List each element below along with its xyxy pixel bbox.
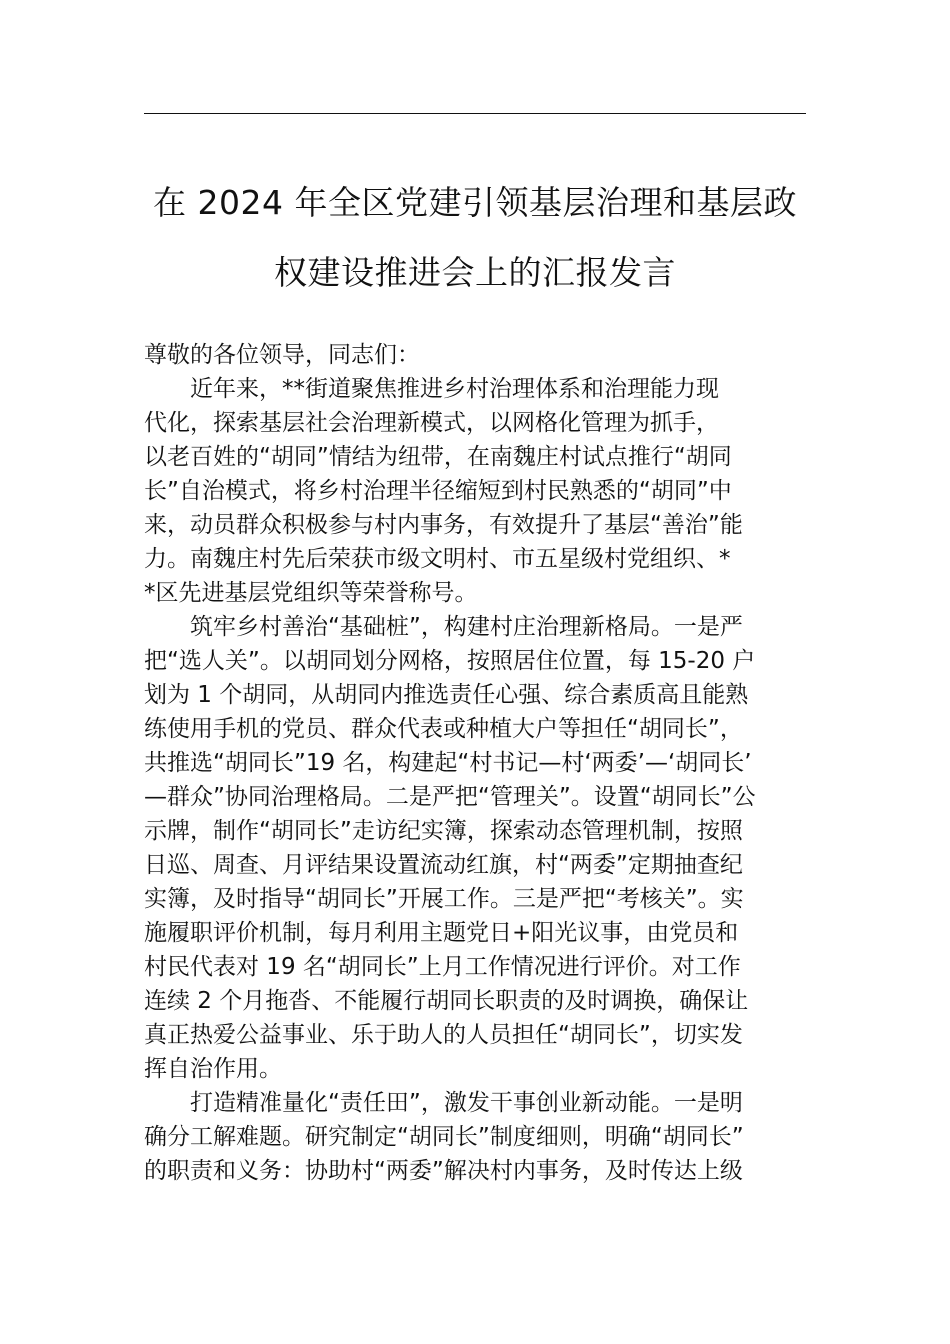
text-line: 共推选“胡同长”19 名，构建起“村书记—村‘两委’—‘胡同长’ [144,750,752,776]
document-title [144,168,806,308]
text-line: 村民代表对 19 名“胡同长”上月工作情况进行评价。对工作 [144,954,741,980]
text-line: 实簿，及时指导“胡同长”开展工作。三是严把“考核关”。实 [144,886,744,912]
greeting: 尊敬的各位领导，同志们： [144,342,420,368]
text-line: 挥自治作用。 [144,1056,282,1082]
text-line: 示牌，制作“胡同长”走访纪实簿，探索动态管理机制，按照 [144,818,743,844]
text-line: 把“选人关”。以胡同划分网格，按照居住位置，每 15-20 户 [144,648,756,674]
paragraph-intro [144,372,806,610]
text-line: 连续 2 个月拖沓、不能履行胡同长职责的及时调换，确保让 [144,988,749,1014]
text-line: 力。南魏庄村先后荣获市级文明村、市五星级村党组织、* [144,546,731,572]
header-rule [144,113,806,114]
text-line: 来，动员群众积极参与村内事务，有效提升了基层“善治”能 [144,512,743,538]
text-line: 长”自治模式，将乡村治理半径缩短到村民熟悉的“胡同”中 [144,478,732,504]
text-line: 施履职评价机制，每月利用主题党日+阳光议事，由党员和 [144,920,739,946]
text-line: 的职责和义务：协助村“两委”解决村内事务，及时传达上级 [144,1158,743,1184]
text-line: 日巡、周查、月评结果设置流动红旗，村“两委”定期抽查纪 [144,852,743,878]
text-line: 划为 1 个胡同，从胡同内推选责任心强、综合素质高且能熟 [144,682,749,708]
paragraph-foundation [144,610,806,1086]
text-line: 代化，探索基层社会治理新模式，以网格化管理为抓手， [144,410,719,436]
document-body [144,338,806,1188]
text-line: 近年来，**街道聚焦推进乡村治理体系和治理能力现 [190,376,719,402]
text-line: 筑牢乡村善治“基础桩”，构建村庄治理新格局。一是严 [190,614,743,640]
text-line: *区先进基层党组织等荣誉称号。 [144,580,478,606]
text-line: 确分工解难题。研究制定“胡同长”制度细则，明确“胡同长” [144,1124,744,1150]
text-line: 练使用手机的党员、群众代表或种植大户等担任“胡同长”， [144,716,743,742]
paragraph-responsibility [144,1086,806,1188]
text-line: 以老百姓的“胡同”情结为纽带，在南魏庄村试点推行“胡同 [144,444,732,470]
title-line: 在 2024 年全区党建引领基层治理和基层政 [153,183,797,222]
title-line: 权建设推进会上的汇报发言 [274,253,676,292]
text-line: —群众”协同治理格局。二是严把“管理关”。设置“胡同长”公 [144,784,756,810]
text-line: 真正热爱公益事业、乐于助人的人员担任“胡同长”，切实发 [144,1022,743,1048]
text-line: 打造精准量化“责任田”，激发干事创业新动能。一是明 [190,1090,743,1116]
